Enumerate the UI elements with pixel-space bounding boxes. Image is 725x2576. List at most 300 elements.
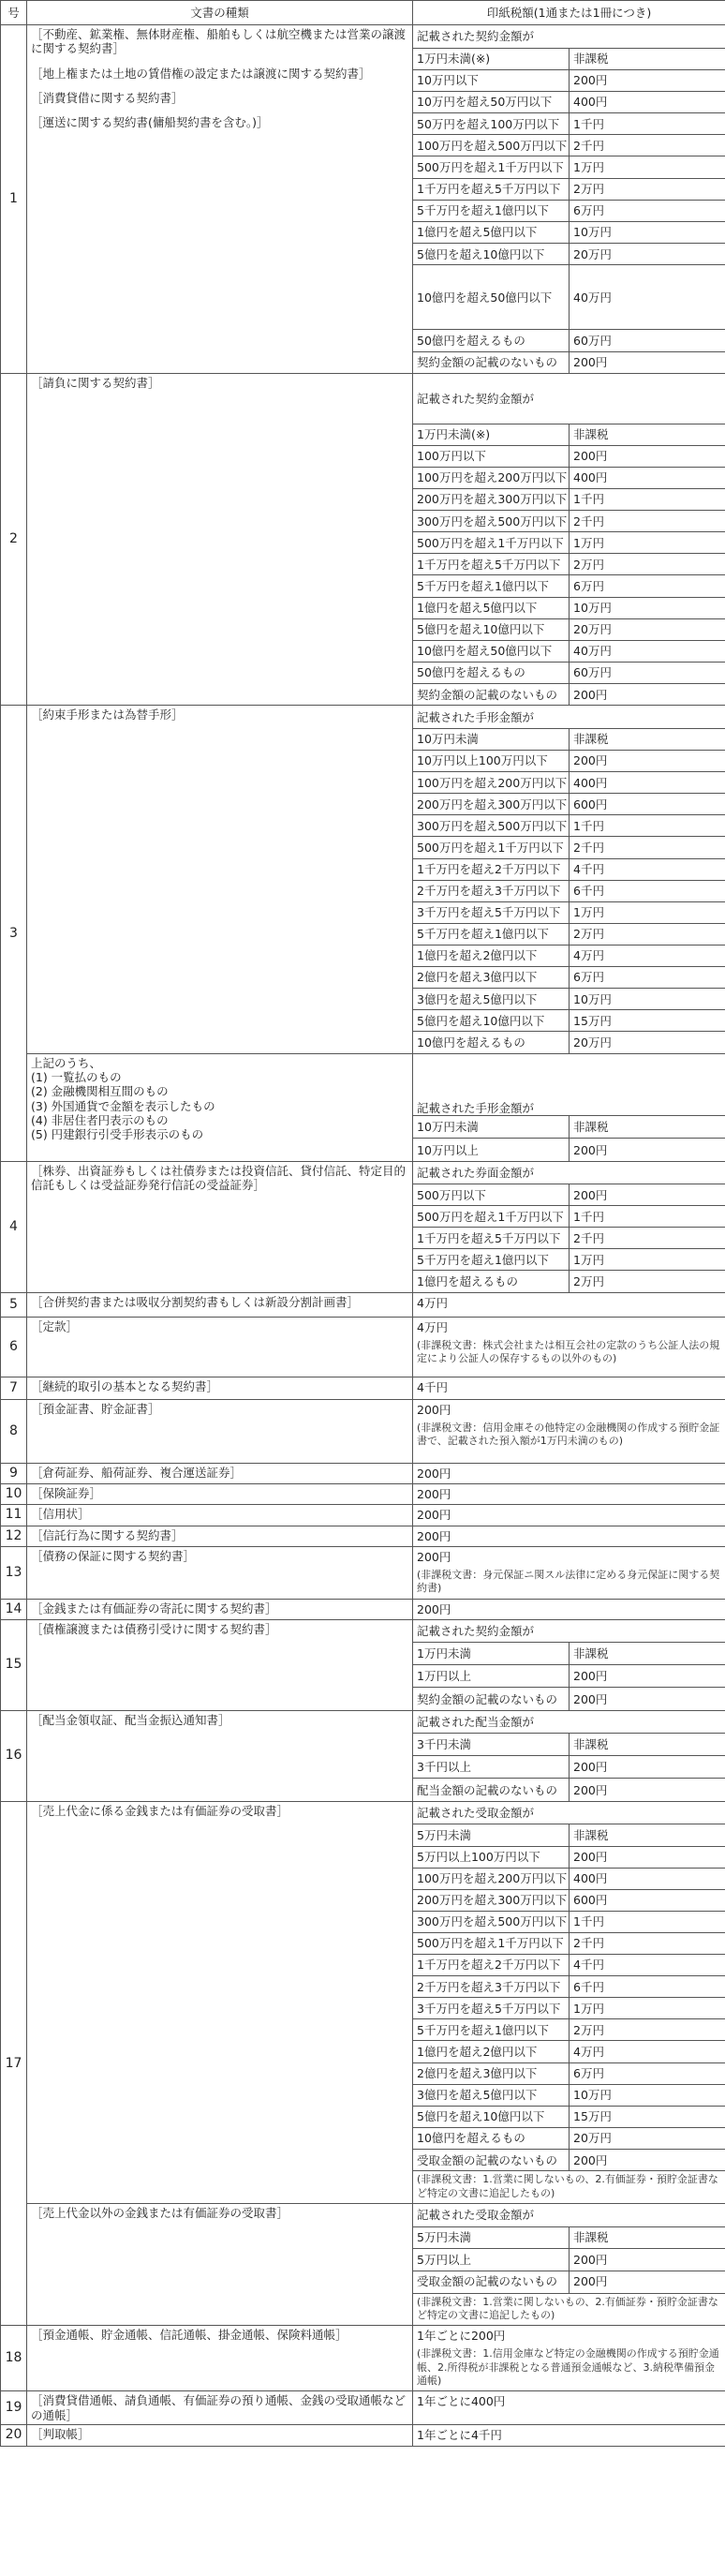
document-name: ［株券、出資証券もしくは社債券または投資信託、貸付信託、特定目的信託もしくは受益証券発行信託の受益証券］	[31, 1163, 407, 1193]
tax-amount: 非課税	[570, 1643, 725, 1665]
amount-range: 10万円未満	[413, 728, 570, 750]
amount-condition-label: 記載された配当金額が	[413, 1711, 725, 1734]
amount-range: 受取金額の記載のないもの	[417, 2152, 558, 2167]
amount-range: 5千万円を超え1億円以下	[413, 200, 570, 221]
tax-amount: 1万円	[570, 532, 725, 554]
spacer	[31, 56, 408, 67]
table-row-r18	[1, 2326, 725, 2391]
table-row-r13	[1, 1546, 725, 1599]
tax-amount: 10万円	[570, 989, 725, 1010]
amount-range: 1千万円を超え5千万円以下	[413, 554, 570, 575]
document-type-r19	[27, 2391, 413, 2425]
tax-amount: 非課税	[570, 424, 725, 445]
amount-row	[413, 69, 725, 91]
amount-condition-label: 記載された受取金額が	[413, 2204, 725, 2226]
amount-row	[413, 1032, 725, 1053]
amount-range: 5千万円を超え1億円以下	[413, 1249, 570, 1271]
amount-range: 1万円以上	[413, 1665, 570, 1688]
amount-range: 50億円を超えるもの	[413, 662, 570, 683]
header-kind: 文書の種類	[27, 1, 413, 25]
tax-amount: 10万円	[570, 222, 725, 244]
tax-amount: 1千円	[570, 113, 725, 135]
tax-amount: 400円	[570, 772, 725, 794]
amount-row	[413, 1911, 725, 1932]
amount-condition-label: 記載された契約金額が	[413, 374, 725, 424]
tax-amount: 200円	[570, 1184, 725, 1206]
tax-amount: 2万円	[570, 1271, 725, 1292]
table-row-r8	[1, 1399, 725, 1463]
row-number: 16	[1, 1710, 27, 1801]
amount-range: 100万円を超え200万円以下	[413, 467, 570, 488]
amount-range: 10億円を超え50億円以下	[413, 265, 570, 330]
amount-range: 5億円を超え10億円以下	[413, 244, 570, 265]
table-row-r7	[1, 1377, 725, 1399]
amount-row	[413, 2226, 725, 2249]
tax-amount: 4万円	[417, 1319, 448, 1334]
amount-header-row	[413, 1054, 725, 1116]
tax-amount: 15万円	[570, 2106, 725, 2127]
amount-row	[413, 489, 725, 511]
tax-amount: 4千円	[417, 1379, 448, 1394]
tax-cell-r7	[413, 1377, 725, 1399]
tax-amount: 200円	[417, 1487, 451, 1502]
amount-row	[413, 794, 725, 815]
document-type-r1	[27, 25, 413, 374]
amount-range: 契約金額の記載のないもの	[417, 687, 558, 702]
row-number: 15	[1, 1619, 27, 1710]
amount-range: 300万円を超え500万円以下	[413, 815, 570, 837]
tax-amount: 10万円	[570, 2084, 725, 2106]
exemption-note: (非課税文書：1.営業に関しないもの、2.有価証券・預貯金証書など特定の文書に追記したもの)	[413, 2170, 725, 2203]
amount-range: 50万円を超え100万円以下	[413, 113, 570, 135]
amount-range: 5千万円を超え1億円以下	[413, 2019, 570, 2041]
tax-cell-r4	[413, 1161, 725, 1292]
table-row-r4	[1, 1161, 725, 1292]
table-row-r14	[1, 1599, 725, 1619]
tax-amount: 6千円	[570, 1976, 725, 1998]
amount-row	[413, 200, 725, 221]
amount-range: 1千万円を超え2千万円以下	[413, 858, 570, 880]
amount-row	[413, 1688, 725, 1710]
tax-amount: 2万円	[570, 2019, 725, 2041]
tax-amount: 2千円	[570, 135, 725, 156]
tax-amount: 非課税	[570, 2226, 725, 2249]
tax-amount: 40万円	[570, 640, 725, 662]
tax-cell-r1	[413, 25, 725, 374]
tax-amount: 4万円	[570, 945, 725, 966]
row-number: 14	[1, 1599, 27, 1619]
exemption-note: (非課税文書：身元保証ニ関スル法律に定める身元保証に関する契約書)	[417, 1569, 720, 1595]
amount-range: 500万円以下	[413, 1184, 570, 1206]
amount-row	[413, 445, 725, 467]
tax-amount: 400円	[570, 1868, 725, 1889]
document-name: ［運送に関する契約書(傭船契約書を含む。)］	[31, 115, 269, 129]
table-row-r1	[1, 25, 725, 374]
tax-cell-r5	[413, 1292, 725, 1317]
amount-range: 2千万円を超え3千万円以下	[413, 880, 570, 901]
row-number: 4	[1, 1161, 27, 1292]
amount-range: 5万円以上	[413, 2249, 570, 2271]
amount-row	[413, 1955, 725, 1976]
amount-range: 10億円を超えるもの	[413, 2127, 570, 2149]
exemption-note: (非課税文書：株式会社または相互会社の定款のうち公証人法の規定により公証人の保存するもの以外のもの)	[417, 1339, 720, 1365]
row-number: 10	[1, 1484, 27, 1505]
amount-header-row	[413, 1620, 725, 1643]
tax-amount: 400円	[570, 467, 725, 488]
table-row-r19	[1, 2391, 725, 2425]
tax-cell-r18	[413, 2326, 725, 2391]
amount-range: 10万円を超え50万円以下	[413, 91, 570, 112]
amount-row	[413, 1824, 725, 1846]
amount-row	[413, 156, 725, 178]
amount-row	[413, 772, 725, 794]
tax-amount: 200円	[570, 1688, 725, 1710]
row-number: 19	[1, 2391, 27, 2425]
row-number: 11	[1, 1505, 27, 1526]
amount-row	[413, 923, 725, 945]
amount-header-row	[413, 374, 725, 424]
document-name: ［約束手形または為替手形］	[31, 707, 184, 722]
tax-amount: 2千円	[570, 511, 725, 532]
amount-row	[413, 728, 725, 750]
amount-row	[413, 2041, 725, 2062]
document-type-r15	[27, 1619, 413, 1710]
tax-amount: 1千円	[570, 1206, 725, 1228]
tax-amount: 1万円	[570, 901, 725, 923]
tax-amount: 非課税	[570, 48, 725, 69]
r17-sub-amount-table	[413, 2204, 725, 2293]
tax-amount: 1千円	[570, 1911, 725, 1932]
tax-amount: 200円	[570, 683, 725, 705]
tax-cell-r16	[413, 1710, 725, 1801]
amount-condition-label: 記載された受取金額が	[413, 1802, 725, 1824]
document-type-r8	[27, 1399, 413, 1463]
document-name: ［預金証書、貯金証書］	[31, 1401, 160, 1416]
amount-row	[413, 424, 725, 445]
amount-row	[413, 1249, 725, 1271]
tax-cell-r9	[413, 1463, 725, 1483]
document-name: ［売上代金に係る金銭または有価証券の受取書］	[31, 1803, 289, 1818]
table-row-r9	[1, 1463, 725, 1483]
r2-amount-table	[413, 374, 725, 705]
table-row-r10	[1, 1484, 725, 1505]
amount-row	[413, 2271, 725, 2293]
tax-amount: 200円	[570, 751, 725, 772]
tax-amount: 1万円	[570, 1998, 725, 2019]
document-type-r18	[27, 2326, 413, 2391]
amount-row	[413, 91, 725, 112]
document-name: ［保険証券］	[31, 1486, 102, 1501]
amount-range: 契約金額の記載のないもの	[417, 355, 558, 370]
document-type-r10	[27, 1484, 413, 1505]
tax-amount: 40万円	[570, 265, 725, 330]
amount-range: 100万円を超え200万円以下	[413, 772, 570, 794]
amount-row	[413, 967, 725, 989]
amount-row	[413, 815, 725, 837]
tax-amount: 2千円	[570, 837, 725, 858]
amount-row	[413, 1271, 725, 1292]
amount-range: 500万円を超え1千万円以下	[413, 1206, 570, 1228]
amount-range: 100万円を超え500万円以下	[413, 135, 570, 156]
amount-condition-label: 記載された券面金額が	[413, 1162, 725, 1184]
tax-amount: 200円	[570, 1779, 725, 1801]
amount-range: 1万円未満(※)	[413, 48, 570, 69]
amount-range: 1千万円を超え5千万円以下	[413, 1228, 570, 1249]
tax-amount: 200円	[570, 2249, 725, 2271]
tax-amount: 200円	[570, 2271, 725, 2293]
document-name: ［地上権または土地の賃借権の設定または譲渡に関する契約書］	[31, 66, 371, 81]
amount-row	[413, 113, 725, 135]
amount-range: 5億円を超え10億円以下	[413, 1010, 570, 1032]
amount-header-row	[413, 706, 725, 728]
tax-amount: 200円	[570, 1756, 725, 1779]
tax-amount: 200円	[417, 1402, 451, 1417]
amount-range: 1億円を超え5億円以下	[413, 597, 570, 618]
amount-row	[413, 880, 725, 901]
tax-amount: 200円	[417, 1528, 451, 1543]
table-row-r3	[1, 706, 725, 1053]
row-number: 13	[1, 1546, 27, 1599]
tax-cell-r6	[413, 1317, 725, 1377]
amount-row	[413, 1734, 725, 1756]
table-row-r15	[1, 1619, 725, 1710]
document-name: ［請負に関する契約書］	[31, 376, 160, 391]
document-type-r20	[27, 2425, 413, 2446]
amount-row	[413, 945, 725, 966]
amount-row	[413, 837, 725, 858]
row-number: 9	[1, 1463, 27, 1483]
amount-row	[413, 1756, 725, 1779]
document-name: (5) 円建銀行引受手形表示のもの	[31, 1127, 204, 1142]
document-name: ［信託行為に関する契約書］	[31, 1527, 184, 1542]
row-number: 18	[1, 2326, 27, 2391]
amount-range: 100万円を超え200万円以下	[413, 1868, 570, 1889]
tax-amount: 非課税	[570, 728, 725, 750]
document-name: ［不動産、鉱業権、無体財産権、船舶もしくは航空機または営業の譲渡に関する契約書］	[31, 27, 407, 56]
amount-range: 10億円を超え50億円以下	[413, 640, 570, 662]
amount-header-row	[413, 25, 725, 48]
document-type-r17	[27, 1801, 413, 2203]
amount-row	[413, 683, 725, 705]
amount-row	[413, 1228, 725, 1249]
row-number: 8	[1, 1399, 27, 1463]
tax-amount: 20万円	[570, 1032, 725, 1053]
amount-row	[413, 575, 725, 597]
amount-range: 2千万円を超え3千万円以下	[413, 1976, 570, 1998]
amount-range: 5万円以上100万円以下	[413, 1846, 570, 1868]
tax-amount: 1千円	[570, 815, 725, 837]
document-type-r14	[27, 1599, 413, 1619]
amount-range: 1万円未満(※)	[413, 424, 570, 445]
r1-amount-table	[413, 25, 725, 373]
row-number: 2	[1, 374, 27, 706]
tax-cell-r17-sub	[413, 2204, 725, 2326]
document-name: ［判取帳］	[31, 2427, 90, 2442]
amount-row	[413, 1932, 725, 1954]
amount-row	[413, 2062, 725, 2084]
amount-header-row	[413, 1711, 725, 1734]
amount-range: 100万円以下	[413, 445, 570, 467]
tax-cell-r20	[413, 2425, 725, 2446]
amount-row	[413, 2127, 725, 2149]
tax-amount: 2万円	[570, 923, 725, 945]
amount-row	[413, 1779, 725, 1801]
amount-row	[413, 751, 725, 772]
tax-amount: 2千円	[570, 1228, 725, 1249]
row-number: 7	[1, 1377, 27, 1399]
amount-row	[413, 351, 725, 373]
table-row-r16	[1, 1710, 725, 1801]
tax-amount: 400円	[570, 91, 725, 112]
document-name: (1) 一覧払のもの	[31, 1070, 122, 1085]
tax-amount: 4万円	[417, 1295, 448, 1310]
r3-amount-table	[413, 706, 725, 1052]
document-type-r6	[27, 1317, 413, 1377]
amount-row	[413, 467, 725, 488]
amount-range: 10万円以下	[413, 69, 570, 91]
amount-row	[413, 2084, 725, 2106]
document-name: ［合併契約書または吸収分割契約書もしくは新設分割計画書］	[31, 1294, 360, 1309]
amount-row	[413, 618, 725, 640]
amount-row	[413, 178, 725, 200]
amount-range: 3千円以上	[413, 1756, 570, 1779]
spacer	[31, 81, 408, 91]
document-name: ［消費貸借通帳、請負通帳、有価証券の預り通帳、金銭の受取通帳などの通帳］	[31, 2393, 407, 2422]
amount-row	[413, 1643, 725, 1665]
r3-sub-amount-table	[413, 1054, 725, 1161]
tax-cell-r10	[413, 1484, 725, 1505]
amount-range: 500万円を超え1千万円以下	[413, 156, 570, 178]
exemption-note: (非課税文書：1.営業に関しないもの、2.有価証券・預貯金証書など特定の文書に追記したもの)	[413, 2293, 725, 2326]
tax-amount: 20万円	[570, 2127, 725, 2149]
tax-amount: 2万円	[570, 554, 725, 575]
tax-amount: 200円	[570, 2149, 725, 2170]
tax-amount: 60万円	[570, 330, 725, 351]
document-type-r9	[27, 1463, 413, 1483]
amount-row	[413, 532, 725, 554]
amount-row	[413, 511, 725, 532]
row-number: 6	[1, 1317, 27, 1377]
tax-amount: 20万円	[570, 618, 725, 640]
amount-row	[413, 1889, 725, 1911]
amount-header-row	[413, 1802, 725, 1824]
amount-row	[413, 2249, 725, 2271]
amount-row	[413, 1206, 725, 1228]
tax-amount: 60万円	[570, 662, 725, 683]
document-type-r12	[27, 1526, 413, 1546]
amount-range: 3億円を超え5億円以下	[413, 2084, 570, 2106]
amount-range: 200万円を超え300万円以下	[413, 794, 570, 815]
tax-amount: 6万円	[570, 200, 725, 221]
spacer	[31, 105, 408, 115]
amount-row	[413, 265, 725, 330]
tax-cell-r12	[413, 1526, 725, 1546]
tax-amount: 20万円	[570, 244, 725, 265]
amount-range: 5億円を超え10億円以下	[413, 2106, 570, 2127]
amount-row	[413, 1976, 725, 1998]
tax-amount: 10万円	[570, 597, 725, 618]
tax-cell-r19	[413, 2391, 725, 2425]
amount-range: 5万円未満	[413, 2226, 570, 2249]
amount-range: 10万円未満	[413, 1116, 570, 1139]
amount-row	[413, 554, 725, 575]
tax-cell-r3-sub	[413, 1053, 725, 1161]
amount-row	[413, 1998, 725, 2019]
document-name: ［債権譲渡または債務引受けに関する契約書］	[31, 1621, 277, 1636]
r17-amount-table	[413, 1802, 725, 2171]
table-row-r3-sub	[1, 1053, 725, 1161]
document-type-r5	[27, 1292, 413, 1317]
amount-range: 配当金額の記載のないもの	[417, 1782, 558, 1797]
document-name: ［定款］	[31, 1318, 79, 1333]
tax-amount: 6万円	[570, 2062, 725, 2084]
amount-condition-label: 記載された手形金額が	[413, 706, 725, 728]
tax-amount: 200円	[570, 1139, 725, 1161]
amount-row	[413, 2106, 725, 2127]
document-type-r16	[27, 1710, 413, 1801]
amount-row	[413, 1139, 725, 1161]
tax-amount: 200円	[570, 445, 725, 467]
amount-range: 1億円を超えるもの	[417, 1274, 518, 1288]
amount-row	[413, 330, 725, 351]
amount-range: 300万円を超え500万円以下	[413, 511, 570, 532]
amount-range: 10万円以上100万円以下	[413, 751, 570, 772]
amount-row	[413, 662, 725, 683]
amount-row	[413, 1184, 725, 1206]
tax-amount: 1万円	[570, 156, 725, 178]
tax-amount: 6万円	[570, 967, 725, 989]
document-name: (2) 金融機関相互間のもの	[31, 1084, 169, 1099]
r15-amount-table	[413, 1620, 725, 1710]
amount-range: 1億円を超え5億円以下	[413, 222, 570, 244]
document-name: (3) 外国通貨で金額を表示したもの	[31, 1098, 215, 1113]
tax-amount: 600円	[570, 794, 725, 815]
amount-row	[413, 48, 725, 69]
amount-range: 5万円未満	[413, 1824, 570, 1846]
tax-amount: 4千円	[570, 858, 725, 880]
amount-row	[413, 1868, 725, 1889]
document-type-r3-sub	[27, 1053, 413, 1161]
tax-amount: 4千円	[570, 1955, 725, 1976]
amount-range: 500万円を超え1千万円以下	[413, 1932, 570, 1954]
table-row-r11	[1, 1505, 725, 1526]
tax-cell-r17	[413, 1801, 725, 2203]
amount-range: 1億円を超え2億円以下	[413, 945, 570, 966]
amount-range: 300万円を超え500万円以下	[413, 1911, 570, 1932]
document-name: ［売上代金以外の金銭または有価証券の受取書］	[31, 2206, 289, 2221]
amount-range: 3千万円を超え5千万円以下	[413, 901, 570, 923]
row-number: 17	[1, 1801, 27, 2325]
r4-amount-table	[413, 1162, 725, 1292]
document-name: ［消費貸借に関する契約書］	[31, 90, 184, 105]
amount-row	[413, 1846, 725, 1868]
amount-header-row	[413, 2204, 725, 2226]
amount-range: 3千円未満	[413, 1734, 570, 1756]
amount-row	[413, 1665, 725, 1688]
amount-range: 3億円を超え5億円以下	[413, 989, 570, 1010]
tax-cell-r8	[413, 1399, 725, 1463]
amount-range: 1千万円を超え2千万円以下	[413, 1955, 570, 1976]
table-row-r6	[1, 1317, 725, 1377]
amount-range: 50億円を超えるもの	[413, 330, 570, 351]
tax-amount: 600円	[570, 1889, 725, 1911]
tax-amount: 非課税	[570, 1824, 725, 1846]
amount-row	[413, 2019, 725, 2041]
document-name: ［預金通帳、貯金通帳、信託通帳、掛金通帳、保険料通帳］	[31, 2328, 348, 2343]
document-name: ［継続的取引の基本となる契約書］	[31, 1378, 219, 1393]
amount-range: 1千万円を超え5千万円以下	[413, 178, 570, 200]
amount-range: 契約金額の記載のないもの	[417, 1691, 558, 1706]
